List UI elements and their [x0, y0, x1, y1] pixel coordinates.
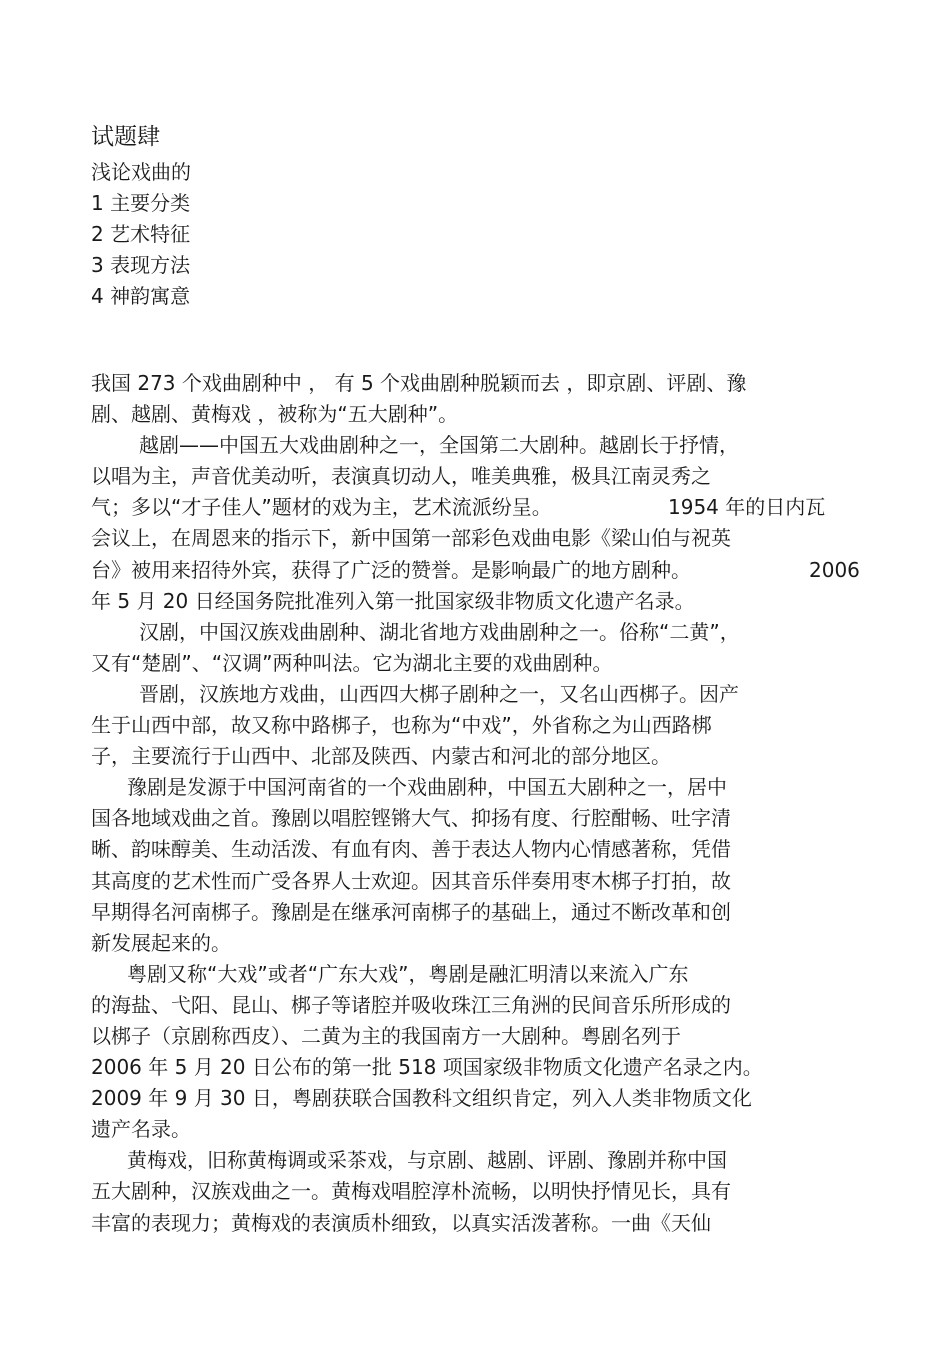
text-line: 越剧——中国五大戏曲剧种之一，全国第二大剧种。越剧长于抒情，: [139, 433, 739, 458]
body-text: [91, 368, 871, 1239]
text-line: 又有“楚剧”、“汉调”两种叫法。它为湖北主要的戏曲剧种。: [91, 650, 613, 675]
text-line: 新发展起来的。: [91, 930, 231, 955]
text-line: 遗产名录。: [91, 1117, 191, 1142]
text-line: 早期得名河南梆子。豫剧是在继承河南梆子的基础上，通过不断改革和创: [91, 899, 731, 924]
text-segment: 气；多以“才子佳人”题材的戏为主，艺术流派纷呈。: [91, 495, 552, 520]
text-line: 以唱为主，声音优美动听，表演真切动人，唯美典雅，极具江南灵秀之: [91, 464, 711, 489]
text-line: 我国 273 个戏曲剧种中 ， 有 5 个戏曲剧种脱颖而去 ，即京剧、评剧、豫: [91, 371, 747, 395]
toc-item: 4 神韵寓意: [91, 284, 191, 308]
text-line: 的海盐、弋阳、昆山、梆子等诸腔并吸收珠江三角洲的民间音乐所形成的: [91, 992, 731, 1017]
text-line: [91, 555, 871, 586]
text-line: 汉剧，中国汉族戏曲剧种、湖北省地方戏曲剧种之一。俗称“二黄”，: [139, 619, 740, 644]
text-line: 丰富的表现力；黄梅戏的表演质朴细致，以真实活泼著称。一曲《天仙: [91, 1210, 711, 1235]
text-line: 五大剧种，汉族戏曲之一。黄梅戏唱腔淳朴流畅，以明快抒情见长，具有: [91, 1179, 731, 1204]
toc-item: 3 表现方法: [91, 253, 191, 277]
text-line: 生于山西中部，故又称中路梆子，也称为“中戏”，外省称之为山西路梆: [91, 713, 712, 738]
text-line: 会议上，在周恩来的指示下，新中国第一部彩色戏曲电影《梁山伯与祝英: [91, 526, 731, 551]
toc-item: 1 主要分类: [91, 191, 191, 215]
text-line: 剧、越剧、黄梅戏 ，被称为“五大剧种”。: [91, 402, 459, 427]
toc-intro: 浅论戏曲的: [91, 160, 191, 184]
text-line: [91, 492, 871, 523]
text-line: 2009 年 9 月 30 日，粤剧获联合国教科文组织肯定，列入人类非物质文化: [91, 1086, 752, 1111]
toc-item: 2 艺术特征: [91, 222, 191, 246]
text-line: 晰、韵味醇美、生动活泼、有血有肉、善于表达人物内心情感著称，凭借: [91, 837, 731, 862]
text-line: 晋剧，汉族地方戏曲，山西四大梆子剧种之一，又名山西梆子。因产: [139, 681, 739, 706]
text-line: 粤剧又称“大戏”或者“广东大戏”，粤剧是融汇明清以来流入广东: [127, 961, 689, 986]
document-title: 试题肆: [91, 124, 160, 150]
text-segment: 台》被用来招待外宾，获得了广泛的赞誉。是影响最广的地方剧种。: [91, 557, 691, 582]
text-segment: 2006: [809, 557, 860, 582]
text-line: 年 5 月 20 日经国务院批准列入第一批国家级非物质文化遗产名录。: [91, 588, 695, 613]
table-of-contents: [91, 157, 191, 312]
text-line: 其高度的艺术性而广受各界人士欢迎。因其音乐伴奏用枣木梆子打拍，故: [91, 868, 731, 893]
text-line: 2006 年 5 月 20 日公布的第一批 518 项国家级非物质文化遗产名录之内。: [91, 1055, 763, 1080]
text-segment: 1954 年的日内瓦: [668, 495, 826, 520]
text-line: 国各地域戏曲之首。豫剧以唱腔铿锵大气、抑扬有度、行腔酣畅、吐字清: [91, 806, 731, 831]
text-line: 豫剧是发源于中国河南省的一个戏曲剧种，中国五大剧种之一，居中: [127, 775, 727, 800]
text-line: 黄梅戏，旧称黄梅调或采茶戏，与京剧、越剧、评剧、豫剧并称中国: [127, 1148, 727, 1173]
text-line: 以梆子（京剧称西皮）、二黄为主的我国南方一大剧种。粤剧名列于: [91, 1023, 681, 1048]
text-line: 子，主要流行于山西中、北部及陕西、内蒙古和河北的部分地区。: [91, 744, 671, 769]
